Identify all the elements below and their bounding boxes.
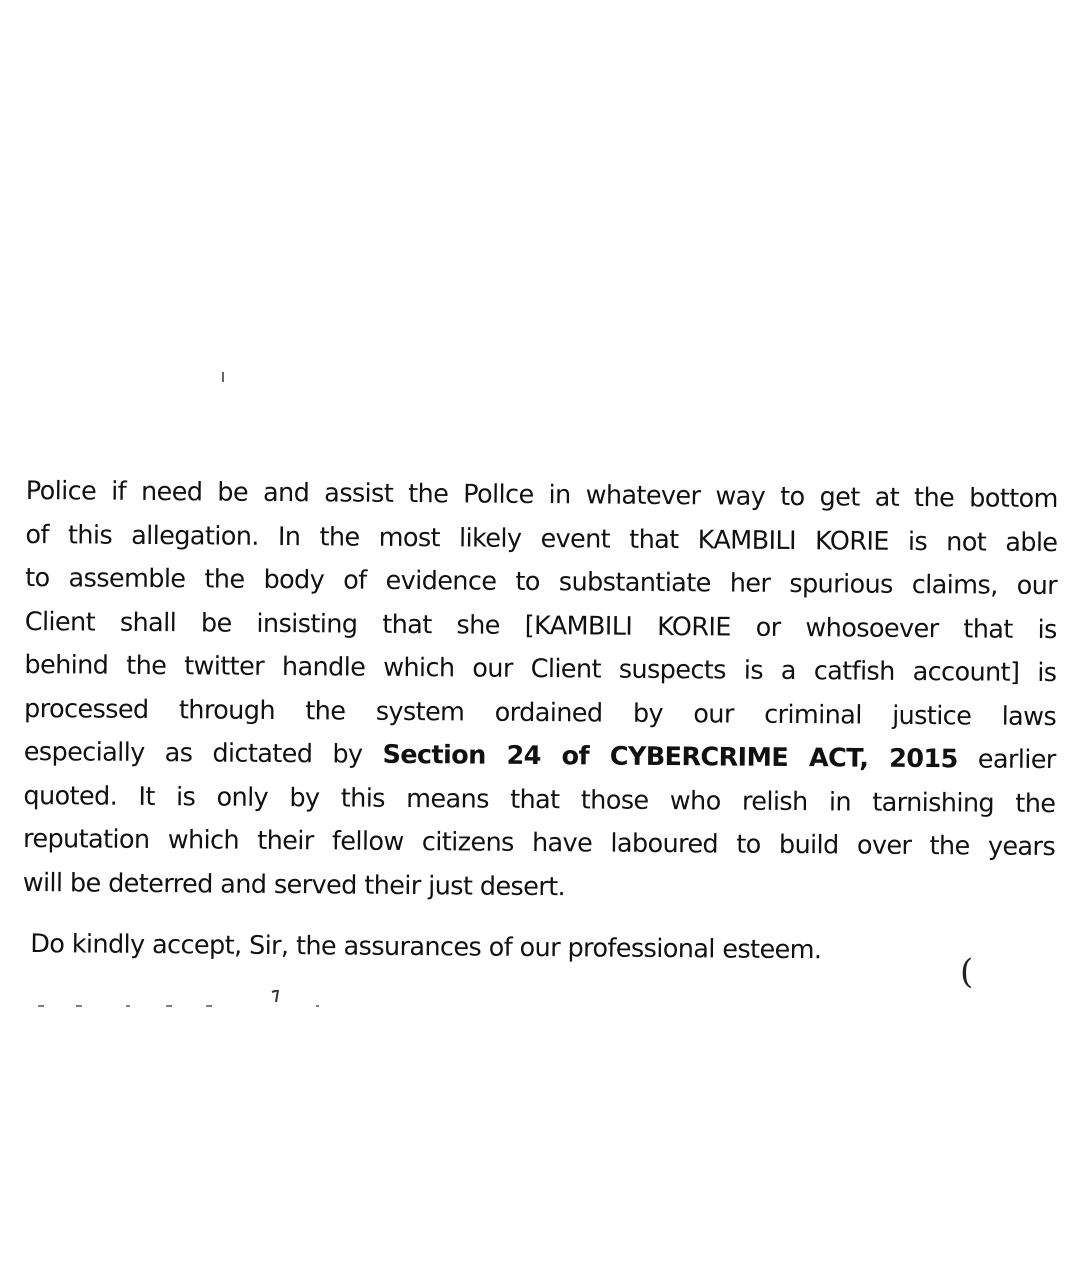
body-line-5: behind the twitter handle which our Client suspects is a catfish account] is xyxy=(24,649,1057,689)
statute-reference: Section 24 of CYBERCRIME ACT, 2015 xyxy=(382,739,958,775)
body-line-3: to assemble the body of evidence to substantiate her spurious claims, our xyxy=(25,562,1058,602)
signature-fragment: ( xyxy=(960,952,974,992)
body-line-9: reputation which their fellow citizens have laboured to build over the years xyxy=(22,823,1056,863)
body-line-6: processed through the system ordained by our criminal justice laws xyxy=(24,693,1057,732)
body-line-10: will be deterred and served their just desert. xyxy=(22,867,566,902)
body-line-8: quoted. It is only by this means that those who relish in tarnishing the xyxy=(23,780,1056,819)
signature-strokes xyxy=(36,990,336,1010)
body-line-1: Police if need be and assist the Pollce in whatever way to get at the bottom xyxy=(25,475,1058,515)
scan-mark xyxy=(222,372,224,382)
body-line-7-suffix: earlier xyxy=(977,744,1056,776)
body-line-7-prefix: especially as dictated by xyxy=(23,736,363,770)
letter-body xyxy=(22,470,1058,975)
body-line-4: Client shall be insisting that she [KAMBILI KORIE or whosoever that is xyxy=(24,606,1057,645)
closing-line: Do kindly accept, Sir, the assurances of our professional esteem. xyxy=(30,929,822,966)
body-line-2: of this allegation. In the most likely event that KAMBILI KORIE is not able xyxy=(25,519,1058,558)
body-line-7 xyxy=(24,731,1056,783)
